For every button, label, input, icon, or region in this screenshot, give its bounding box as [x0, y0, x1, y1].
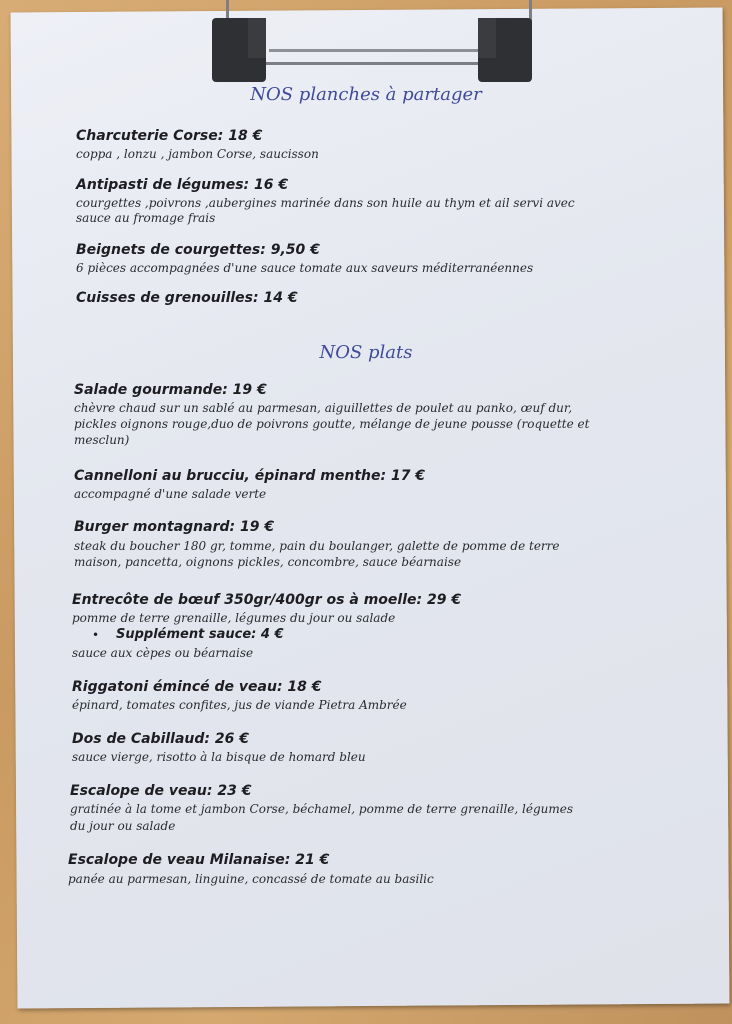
item-desc-burger-1: steak du boucher 180 gr, tomme, pain du boulanger, galette de pomme de terre — [74, 539, 560, 553]
item-title-salade: Salade gourmande: 19 € — [74, 382, 267, 398]
item-desc-antipasti-2: sauce au fromage frais — [76, 211, 216, 225]
item-title-antipasti: Antipasti de légumes: 16 € — [76, 177, 289, 193]
item-desc-milanaise: panée au parmesan, linguine, concassé de tomate au basilic — [68, 872, 434, 886]
clip-right-grip — [478, 18, 532, 82]
item-desc-supplement: sauce aux cèpes ou béarnaise — [72, 646, 254, 660]
supplement-bullet: • — [92, 628, 100, 642]
item-desc-escalope-1: gratinée à la tome et jambon Corse, béchamel, pomme de terre grenaille, légumes — [70, 802, 574, 816]
clip-left-grip — [212, 18, 266, 82]
item-desc-escalope-2: du jour ou salade — [70, 819, 176, 833]
item-desc-riggatoni: épinard, tomates confites, jus de viande Pietra Ambrée — [72, 698, 407, 712]
item-desc-salade-1: chèvre chaud sur un sablé au parmesan, aiguillettes de poulet au panko, œuf dur, — [74, 401, 573, 415]
section-heading-planches: NOS planches à partager — [250, 84, 482, 105]
item-desc-salade-3: mesclun) — [74, 433, 130, 447]
item-title-entrecote: Entrecôte de bœuf 350gr/400gr os à moelle: 29 € — [72, 592, 462, 608]
item-title-milanaise: Escalope de veau Milanaise: 21 € — [68, 852, 330, 868]
item-title-charcuterie: Charcuterie Corse: 18 € — [76, 128, 263, 144]
item-title-escalope: Escalope de veau: 23 € — [70, 783, 252, 799]
item-title-riggatoni: Riggatoni émincé de veau: 18 € — [72, 679, 322, 695]
item-desc-antipasti-1: courgettes ,poivrons ,aubergines marinée dans son huile au thym et ail servi avec — [76, 196, 575, 210]
item-title-cannelloni: Cannelloni au brucciu, épinard menthe: 17 € — [74, 468, 426, 484]
item-desc-beignets: 6 pièces accompagnées d'une sauce tomate aux saveurs méditerranéennes — [76, 261, 534, 275]
item-title-burger: Burger montagnard: 19 € — [74, 519, 275, 535]
item-desc-salade-2: pickles oignons rouge,duo de poivrons goutte, mélange de jeune pousse (roquette et — [74, 417, 590, 431]
item-title-cabillaud: Dos de Cabillaud: 26 € — [72, 731, 249, 747]
section-heading-plats: NOS plats — [319, 342, 413, 363]
item-desc-cannelloni: accompagné d'une salade verte — [74, 487, 267, 501]
item-title-supplement: Supplément sauce: 4 € — [116, 627, 284, 642]
item-desc-entrecote: pomme de terre grenaille, légumes du jour ou salade — [72, 611, 396, 625]
item-title-beignets: Beignets de courgettes: 9,50 € — [76, 242, 320, 258]
item-desc-burger-2: maison, pancetta, oignons pickles, concombre, sauce béarnaise — [74, 555, 462, 569]
item-desc-cabillaud: sauce vierge, risotto à la bisque de homard bleu — [72, 750, 366, 764]
item-title-grenouilles: Cuisses de grenouilles: 14 € — [76, 290, 298, 306]
item-desc-charcuterie: coppa , lonzu , jambon Corse, saucisson — [76, 147, 319, 161]
